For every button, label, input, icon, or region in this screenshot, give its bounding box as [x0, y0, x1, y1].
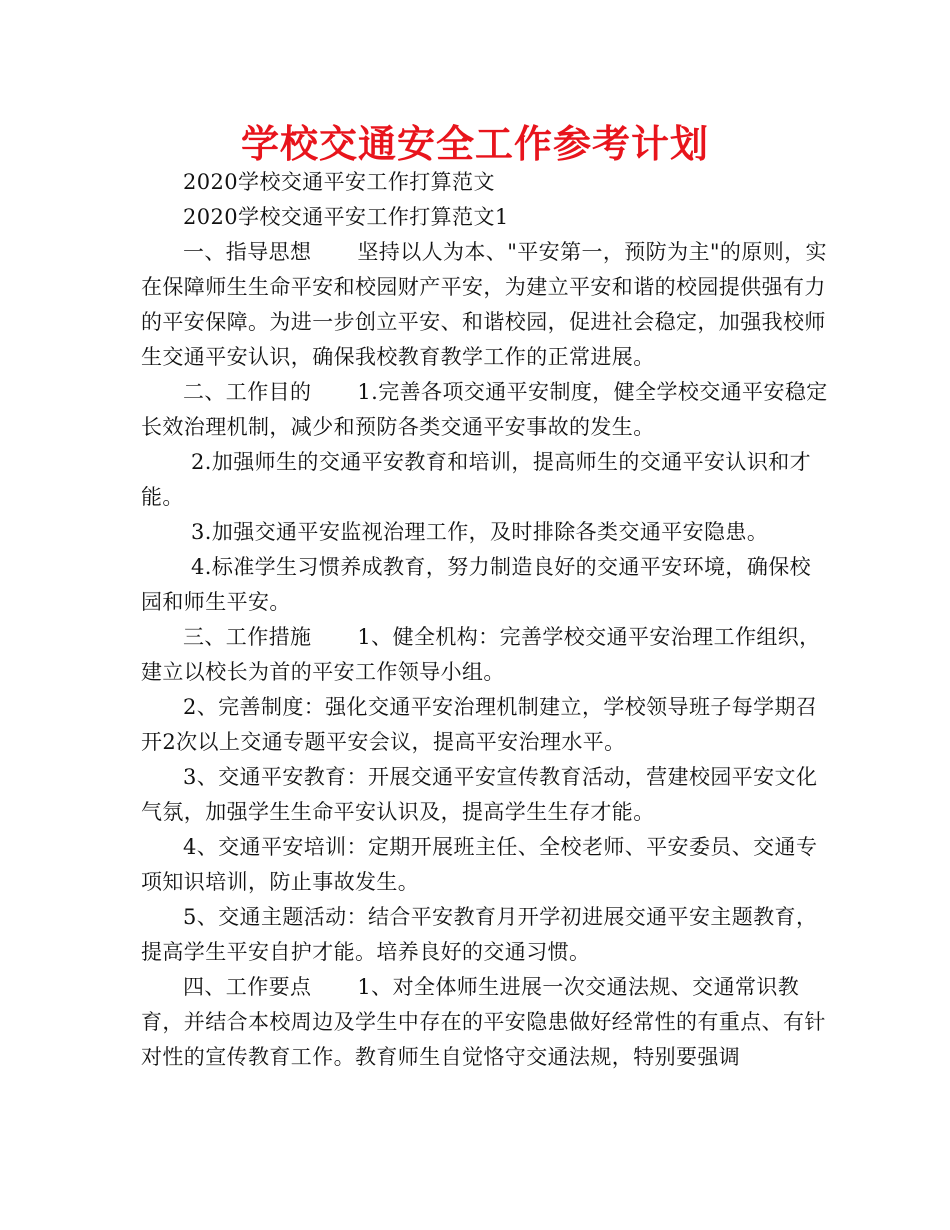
paragraph — [141, 830, 831, 900]
document-body — [141, 165, 831, 1075]
paragraph-text: 3、交通平安教育：开展交通平安宣传教育活动，营建校园平安文化气氛，加强学生生命平安认识及，提高学生生存才能。 — [141, 765, 818, 824]
paragraph — [141, 690, 831, 760]
paragraph — [141, 970, 831, 1075]
paragraph-text: 坚持以人为本、"平安第一，预防为主"的原则，实在保障师生生命平安和校园财产平安，为建立平安和谐的校园提供强有力的平安保障。为进一步创立平安、和谐校园，促进社会稳定，加强我校师生交通平安认识，确保我校教育教学工作的正常进展。 — [141, 240, 827, 369]
paragraph — [141, 515, 831, 550]
paragraph-text: 4.标准学生习惯养成教育，努力制造良好的交通平安环境，确保校园和师生平安。 — [141, 555, 812, 614]
section-heading: 二、工作目的 — [183, 380, 312, 404]
paragraph — [141, 550, 831, 620]
paragraph — [141, 620, 831, 690]
paragraph-text: 5、交通主题活动：结合平安教育月开学初进展交通平安主题教育，提高学生平安自护才能。培养良好的交通习惯。 — [141, 905, 818, 964]
section-heading: 一、指导思想 — [183, 240, 312, 264]
paragraph-text: 1、健全机构：完善学校交通平安治理工作组织，建立以校长为首的平安工作领导小组。 — [141, 625, 821, 684]
paragraph-text: 4、交通平安培训：定期开展班主任、全校老师、平安委员、交通专项知识培训，防止事故发生。 — [141, 835, 818, 894]
paragraph — [141, 445, 831, 515]
paragraph-text: 2、完善制度：强化交通平安治理机制建立，学校领导班子每学期召开2次以上交通专题平安会议，提高平安治理水平。 — [141, 695, 818, 754]
paragraph-text: 2.加强师生的交通平安教育和培训，提高师生的交通平安认识和才能。 — [141, 450, 812, 509]
paragraph-text: 2020学校交通平安工作打算范文1 — [183, 205, 509, 229]
section-heading: 四、工作要点 — [183, 975, 312, 999]
paragraph-text: 1、对全体师生进展一次交通法规、交通常识教育，并结合本校周边及学生中存在的平安隐患做好经常性的有重点、有针对性的宣传教育工作。教育师生自觉恪守交通法规，特别要强调 — [141, 975, 826, 1069]
paragraph — [141, 235, 831, 375]
paragraph — [141, 900, 831, 970]
section-heading: 三、工作措施 — [183, 625, 312, 649]
paragraph-text: 3.加强交通平安监视治理工作，及时排除各类交通平安隐患。 — [191, 520, 769, 544]
paragraph — [141, 165, 831, 200]
document-title: 学校交通安全工作参考计划 — [240, 122, 709, 166]
paragraph — [141, 375, 831, 445]
paragraph — [141, 760, 831, 830]
paragraph-text: 1.完善各项交通平安制度，健全学校交通平安稳定长效治理机制，减少和预防各类交通平安事故的发生。 — [141, 380, 828, 439]
paragraph — [141, 200, 831, 235]
paragraph-text: 2020学校交通平安工作打算范文 — [183, 170, 495, 194]
